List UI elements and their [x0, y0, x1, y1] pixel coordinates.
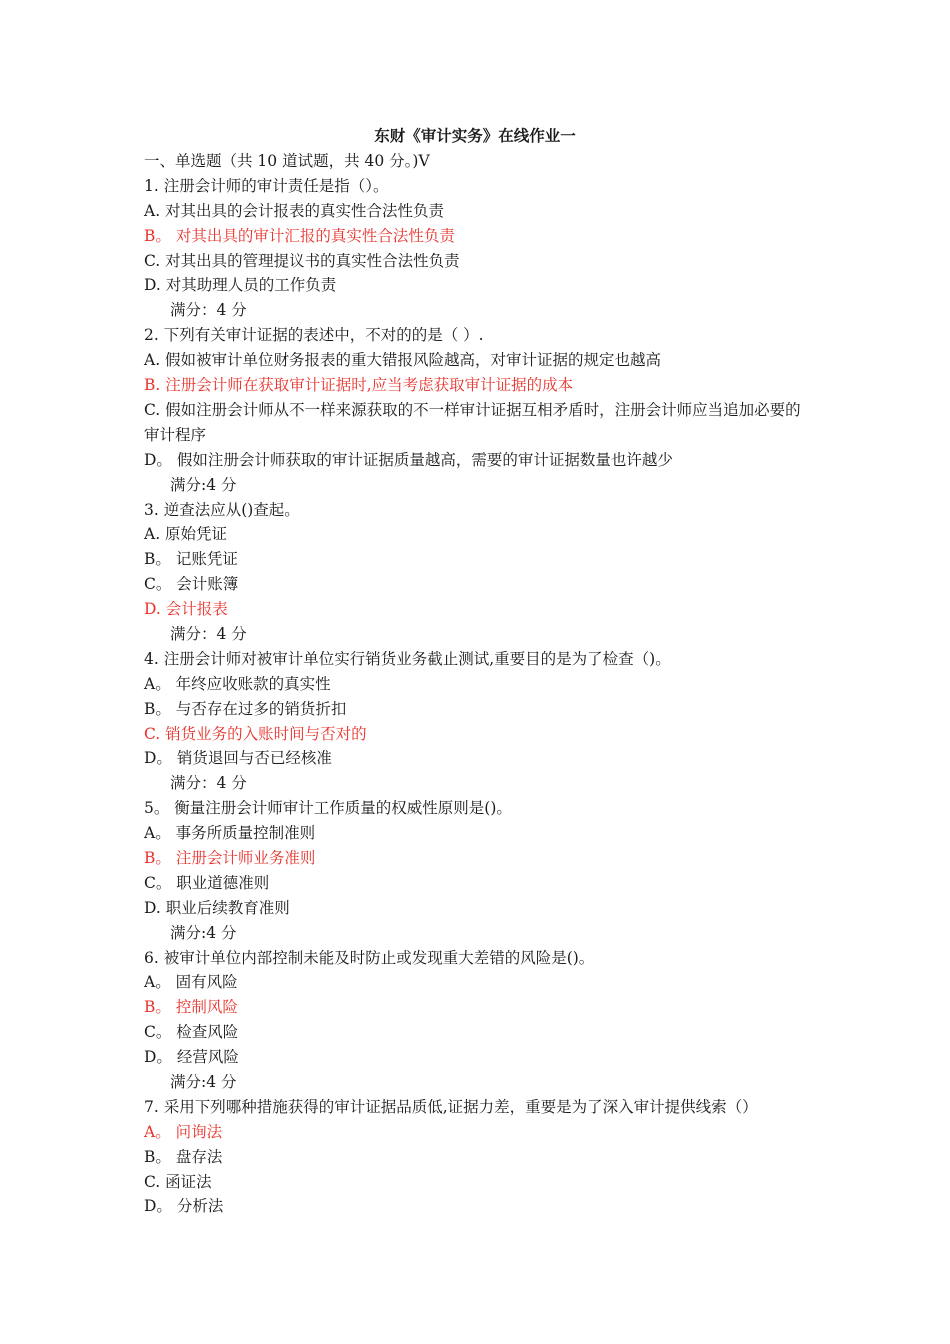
- option-c: C。 职业道德准则: [144, 873, 270, 892]
- option-a: A. 对其出具的会计报表的真实性合法性负责: [144, 201, 445, 220]
- question: [144, 946, 814, 1095]
- option-b: B。 与否存在过多的销货折扣: [144, 699, 347, 718]
- question: [144, 1095, 814, 1219]
- option-c: C. 假如注册会计师从不一样来源获取的不一样审计证据互相矛盾时，注册会计师应当追加必要的审计程序: [144, 400, 801, 444]
- option-a: A. 原始凭证: [144, 525, 228, 544]
- question-stem: 7. 采用下列哪种措施获得的审计证据品质低,证据力差，重要是为了深入审计提供线索（）: [144, 1097, 758, 1116]
- option-a: A。 事务所质量控制准则: [144, 824, 316, 843]
- question-score: 满分:4 分: [170, 923, 237, 942]
- option-c: C。 会计账簿: [144, 575, 239, 594]
- option-b-correct: B. 注册会计师在获取审计证据时,应当考虑获取审计证据的成本: [144, 376, 574, 395]
- option-b: B。 盘存法: [144, 1147, 223, 1166]
- question: [144, 323, 814, 497]
- question-score: 满分:4 分: [170, 475, 237, 494]
- option-d: D. 职业后续教育准则: [144, 898, 290, 917]
- question: [144, 796, 814, 945]
- option-c: C. 对其出具的管理提议书的真实性合法性负责: [144, 251, 460, 270]
- question: [144, 647, 814, 796]
- option-d: D。 销货退回与否已经核准: [144, 749, 332, 768]
- option-d: D。 假如注册会计师获取的审计证据质量越高，需要的审计证据数量也许越少: [144, 450, 673, 469]
- option-d: D。 经营风险: [144, 1048, 239, 1067]
- question: [144, 174, 814, 323]
- option-d: D。 分析法: [144, 1197, 224, 1216]
- question-stem: 4. 注册会计师对被审计单位实行销货业务截止测试,重要目的是为了检查（)。: [144, 649, 671, 668]
- question-stem: 6. 被审计单位内部控制未能及时防止或发现重大差错的风险是()。: [144, 948, 595, 967]
- option-c: C。 检查风险: [144, 1023, 239, 1042]
- question-score: 满分：4 分: [170, 774, 247, 793]
- question-stem: 2. 下列有关审计证据的表述中，不对的的是（ ）.: [144, 326, 484, 345]
- document-title: 东财《审计实务》在线作业一: [374, 127, 576, 145]
- option-a: A。 年终应收账款的真实性: [144, 674, 331, 693]
- option-a: A. 假如被审计单位财务报表的重大错报风险越高，对审计证据的规定也越高: [144, 351, 662, 370]
- question-score: 满分：4 分: [170, 301, 247, 320]
- option-b-correct: B。 对其出具的审计汇报的真实性合法性负责: [144, 226, 455, 245]
- option-a: A。 固有风险: [144, 973, 238, 992]
- document-body: [144, 149, 814, 1219]
- question: [144, 498, 814, 647]
- question-stem: 1. 注册会计师的审计责任是指（）。: [144, 176, 389, 195]
- option-a-correct: A。 问询法: [144, 1122, 223, 1141]
- question-score: 满分:4 分: [170, 1072, 237, 1091]
- option-c: C. 函证法: [144, 1172, 212, 1191]
- option-b-correct: B。 控制风险: [144, 998, 238, 1017]
- section-header: 一、单选题（共 10 道试题，共 40 分。)V: [144, 152, 430, 170]
- option-c-correct: C. 销货业务的入账时间与否对的: [144, 724, 367, 743]
- option-b-correct: B。 注册会计师业务准则: [144, 848, 316, 867]
- option-b: B。 记账凭证: [144, 550, 238, 569]
- question-score: 满分：4 分: [170, 624, 247, 643]
- option-d: D. 对其助理人员的工作负责: [144, 276, 337, 295]
- option-d-correct: D. 会计报表: [144, 600, 228, 619]
- question-stem: 3. 逆查法应从()查起。: [144, 500, 300, 519]
- question-stem: 5。 衡量注册会计师审计工作质量的权威性原则是()。: [144, 799, 512, 818]
